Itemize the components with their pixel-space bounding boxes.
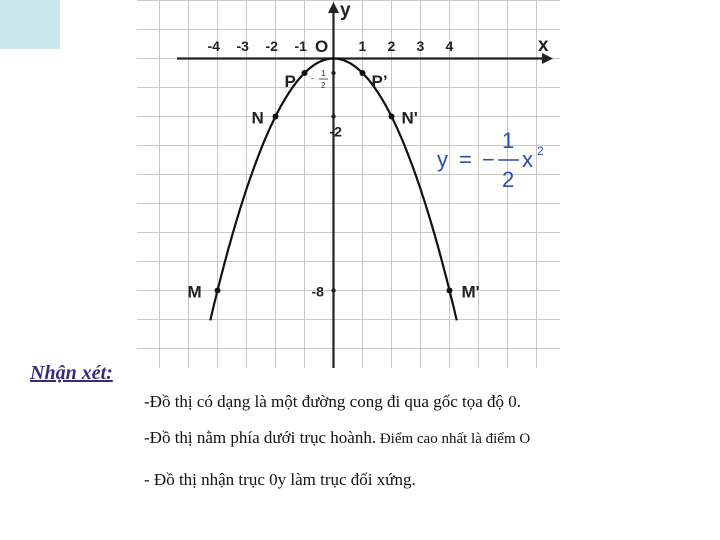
graph-point-M (215, 288, 221, 294)
y-mark-label: -8 (311, 283, 324, 300)
half-value-label (311, 69, 336, 90)
formula-denominator: 2 (502, 167, 515, 192)
remark-line-2-main: -Đồ thị nằm phía dưới trục hoành. (144, 428, 377, 447)
graph-point-M' (447, 288, 453, 294)
tick-labels (208, 38, 454, 300)
x-tick-label: 1 (358, 38, 367, 54)
formula-exponent: 2 (537, 144, 544, 158)
point-label: N' (401, 108, 418, 128)
graph-point-P (302, 70, 308, 76)
x-tick-label: 2 (387, 38, 396, 54)
y-axis-arrow (328, 2, 339, 13)
x-tick-label: -3 (236, 38, 249, 54)
remark-line-2-note: Điểm cao nhất là điểm O (376, 431, 531, 447)
formula-lhs: y (437, 147, 448, 172)
origin-label: O (315, 37, 329, 56)
formula-variable: x (522, 147, 533, 172)
grid (137, 0, 560, 368)
x-axis-label: x (538, 35, 549, 56)
point-label: M' (461, 282, 480, 302)
point-label: M (187, 282, 202, 302)
formula-numerator: 1 (502, 128, 515, 153)
y-mark-dot (331, 114, 335, 118)
y-axis-label: y (340, 0, 351, 21)
remark-line-1: -Đồ thị có dạng là một đường cong đi qua gốc tọa độ 0. (144, 392, 522, 411)
graph-point-P’ (360, 70, 366, 76)
x-tick-label: -1 (294, 38, 307, 54)
remark-line-2 (144, 428, 530, 448)
x-tick-label: -4 (207, 38, 220, 54)
x-tick-label: -2 (265, 38, 278, 54)
remark-line-3: - Đồ thị nhận trục 0y làm trục đối xứng. (144, 470, 416, 489)
coordinate-axes (177, 2, 553, 368)
point-label: P (284, 72, 296, 91)
half-mark-dot (331, 71, 335, 75)
function-formula (437, 128, 544, 192)
remark-title: Nhận xét: (30, 362, 113, 384)
x-tick-label: 3 (416, 38, 425, 54)
half-denominator: 2 (321, 81, 326, 90)
point-label: P’ (371, 72, 388, 91)
formula-equals: = (459, 147, 472, 172)
y-mark-label: -2 (329, 123, 342, 140)
graph-point-N (273, 114, 279, 120)
x-tick-label: 4 (445, 38, 454, 54)
half-numerator: 1 (321, 69, 326, 78)
point-label: N (251, 108, 264, 128)
formula-sign: − (482, 147, 495, 172)
y-mark-dot (331, 288, 335, 292)
half-sign: - (311, 73, 314, 83)
graph-point-N' (389, 114, 395, 120)
